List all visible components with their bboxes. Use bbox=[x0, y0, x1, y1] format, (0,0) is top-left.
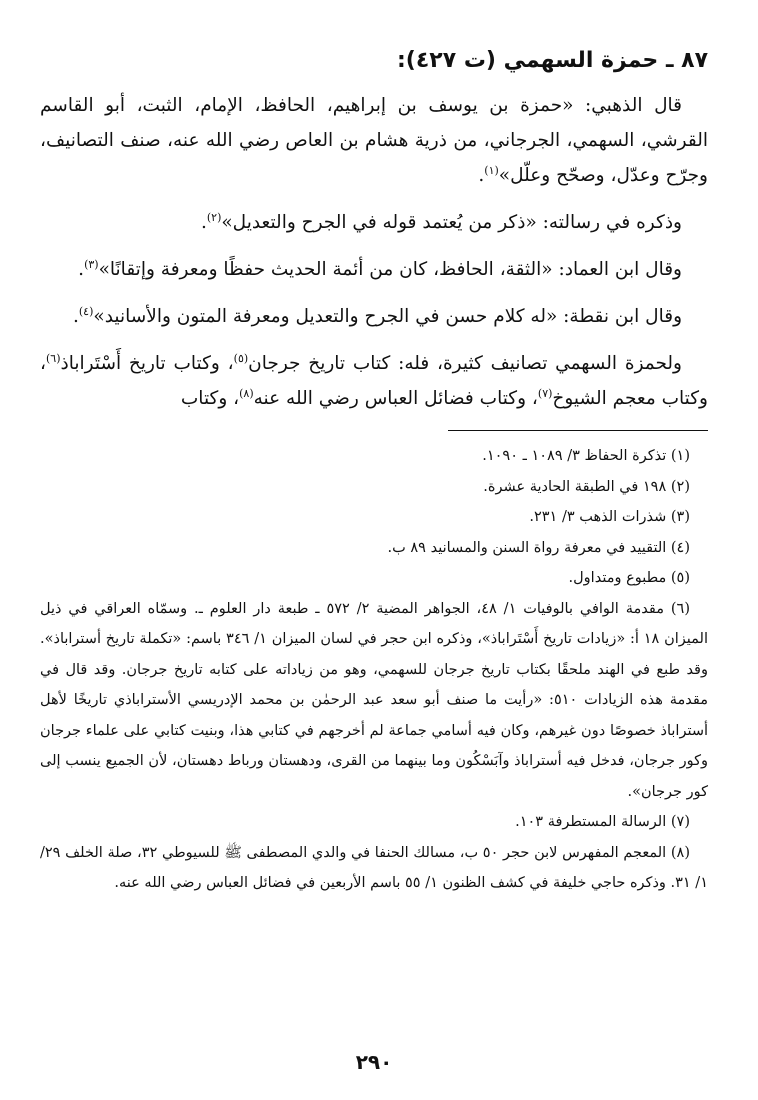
footnote-separator bbox=[448, 430, 708, 431]
footnote: (٤) التقييد في معرفة رواة السنن والمسانيد ٨٩ ب. bbox=[387, 539, 690, 556]
footnote: (٦) مقدمة الوافي بالوفيات ١/ ٤٨، الجواهر المضية ٢/ ٥٧٢ ـ طبعة دار العلوم ـ. وسمّاه العراقي في ذيل الميزان ١٨ أ: «زيادات تاريخ أَسْتَراباذ»، وذكره ابن حجر في لسان الميزان ١/ ٣٤٦ باسم: «تكملة تاريخ أستراباذ». وقد طبع في الهند ملحقًا بكتاب تاريخ جرجان للسهمي، وهو من زياداته على كتابه تاريخ جرجان. وقد قال في مقدمة هذه الزيادات ٥١٠: «رأيت ما صنف أبو سعد عبد الرحمٰن بن محمد الإدريسي الأستراباذي تاريخًا لأهل أستراباذ خصوصًا دون غيرهم، وكان فيه أسامي جماعة لم أخرجهم في كتابي هذا، وبنيت كتابي على علماء جرجان وكور جرجان، فدخل فيه أستراباذ وآبَسْكُون وما بينهما من القرى، ودهستان ورباط دهستان، لأن الجميع ينسب إلى كور جرجان». bbox=[40, 600, 708, 800]
footnote: (٨) المعجم المفهرس لابن حجر ٥٠ ب، مسالك الحنفا في والدي المصطفى ﷺ للسيوطي ٣٢، صلة الخلف ٢٩/ ١/ ٣١. وذكره حاجي خليفة في كشف الظنون ١/ ٥٥ باسم الأربعين في فضائل العباس رضي الله عنه. bbox=[40, 844, 708, 891]
paragraph-risala: وذكره في رسالته: «ذكر من يُعتمد قوله في الجرح والتعديل»$^{(٢)}$. bbox=[200, 210, 682, 233]
footnote-ref: (٨) bbox=[239, 386, 254, 400]
paragraph-ibn-al-imad: وقال ابن العماد: «الثقة، الحافظ، كان من أئمة الحديث حفظًا ومعرفة وإتقانًا»$^{(٣)}$. bbox=[78, 257, 682, 280]
footnote-ref: (٦) bbox=[45, 351, 61, 365]
footnote: (٢) ١٩٨ في الطبقة الحادية عشرة. bbox=[483, 478, 690, 495]
paragraph-ibn-nuqta: وقال ابن نقطة: «له كلام حسن في الجرح والتعديل ومعرفة المتون والأسانيد»$^{(٤)}$. bbox=[72, 304, 682, 327]
footnote-ref: (٣) bbox=[84, 257, 99, 271]
paragraph-text: وقال ابن العماد: «الثقة، الحافظ، كان من أئمة الحديث حفظًا ومعرفة وإتقانًا» bbox=[98, 259, 682, 280]
paragraph-works: ولحمزة السهمي تصانيف كثيرة، فله: كتاب تاريخ جرجان$^{(٥)}$، وكتاب تاريخ أَسْتَراباذ$^{(٦)}$، وكتاب معجم الشيوخ$^{(٧)}$، وكتاب فضائل العباس رضي الله عنه$^{(٨)}$، وكتاب bbox=[40, 351, 708, 409]
book-page bbox=[40, 44, 708, 1074]
footnote: (٧) الرسالة المستطرفة ١٠٣. bbox=[515, 814, 690, 830]
footnote: (١) تذكرة الحفاظ ٣/ ١٠٨٩ ـ ١٠٩٠. bbox=[482, 448, 690, 464]
footnote-ref: (٤) bbox=[78, 304, 94, 318]
footnote-ref: (٧) bbox=[537, 386, 553, 400]
paragraph-text: قال الذهبي: «حمزة بن يوسف بن إبراهيم، الحافظ، الإمام، الثبت، أبو القاسم القرشي، السهمي، الجرجاني، من ذرية هشام بن العاص رضي الله عنه، صنف التصانيف، وجرّح وعدّل، وصحّح وعلّل» bbox=[40, 95, 708, 186]
paragraph-text: وقال ابن نقطة: «له كلام حسن في الجرح والتعديل ومعرفة المتون والأسانيد» bbox=[93, 306, 682, 327]
footnote-ref: (١) bbox=[484, 163, 499, 177]
footnote: (٣) شذرات الذهب ٣/ ٢٣١. bbox=[529, 509, 690, 525]
footnote-ref: (٥) bbox=[233, 351, 249, 365]
paragraph-text: وذكره في رسالته: «ذكر من يُعتمد قوله في الجرح والتعديل» bbox=[221, 212, 682, 233]
footnotes bbox=[40, 441, 708, 899]
page-number: ٢٩٠ bbox=[355, 1050, 393, 1074]
entry-title: ٨٧ ـ حمزة السهمي (ت ٤٢٧): bbox=[397, 48, 708, 73]
footnote: (٥) مطبوع ومتداول. bbox=[568, 570, 690, 586]
footnote-ref: (٢) bbox=[206, 210, 222, 224]
paragraph-dhahabi-quote: قال الذهبي: «حمزة بن يوسف بن إبراهيم، الحافظ، الإمام، الثبت، أبو القاسم القرشي، السهمي، الجرجاني، من ذرية هشام بن العاص رضي الله عنه، صنف التصانيف، وجرّح وعدّل، وصحّح وعلّل»$^{(١)}$. bbox=[40, 95, 708, 186]
